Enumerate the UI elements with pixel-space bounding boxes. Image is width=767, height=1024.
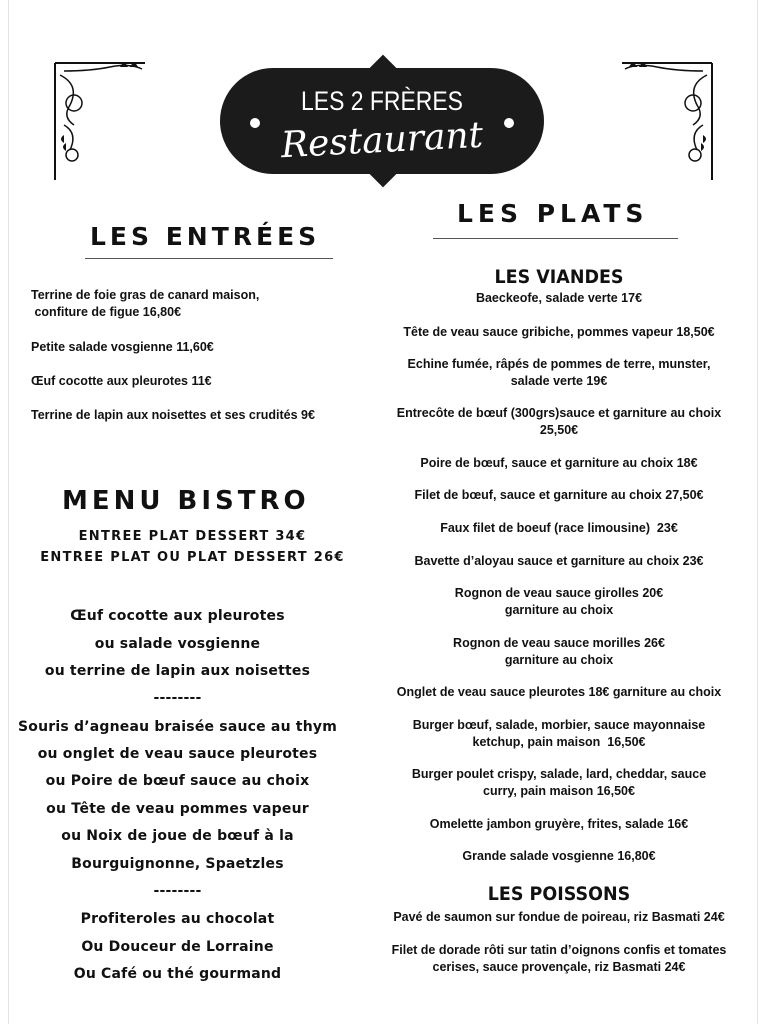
poisson-item: Filet de dorade rôti sur tatin d’oignons confis et tomates bbox=[391, 943, 727, 957]
bistro-line: Souris d’agneau braisée sauce au thym bbox=[18, 719, 337, 735]
viande-item: Filet de bœuf, sauce et garniture au choix 27,50€ bbox=[414, 488, 704, 502]
bistro-line: Profiteroles au chocolat bbox=[80, 911, 275, 927]
viande-item: Grande salade vosgienne 16,80€ bbox=[462, 849, 656, 863]
viande-item: garniture au choix bbox=[504, 603, 614, 617]
poisson-item: Pavé de saumon sur fondue de poireau, riz Basmati 24€ bbox=[393, 910, 725, 924]
viande-item: Echine fumée, râpés de pommes de terre, munster, bbox=[407, 357, 711, 371]
entree-item: Œuf cocotte aux pleurotes 11€ bbox=[31, 374, 212, 388]
bistro-title: MENU BISTRO bbox=[62, 486, 310, 516]
bistro-line: Ou Café ou thé gourmand bbox=[73, 966, 282, 982]
plats-rule bbox=[433, 238, 678, 239]
bistro-formula-2: ENTREE PLAT OU PLAT DESSERT 26€ bbox=[40, 550, 345, 565]
viande-item: Burger bœuf, salade, morbier, sauce mayonnaise bbox=[412, 718, 706, 732]
entree-item: Terrine de lapin aux noisettes et ses crudités 9€ bbox=[31, 408, 315, 422]
bistro-line: ou terrine de lapin aux noisettes bbox=[44, 663, 311, 679]
bistro-line: ou Tête de veau pommes vapeur bbox=[46, 801, 309, 817]
viande-item: Tête de veau sauce gribiche, pommes vapeur 18,50€ bbox=[403, 325, 715, 339]
poisson-item: cerises, sauce provençale, riz Basmati 24€ bbox=[432, 960, 686, 974]
viande-item: curry, pain maison 16,50€ bbox=[483, 784, 635, 798]
entrees-title: LES ENTRÉES bbox=[90, 222, 321, 251]
viande-item: Onglet de veau sauce pleurotes 18€ garniture au choix bbox=[396, 685, 722, 699]
viande-item: Omelette jambon gruyère, frites, salade 16€ bbox=[429, 817, 689, 831]
bistro-line: Ou Douceur de Lorraine bbox=[81, 939, 274, 955]
bistro-line: ou Noix de joue de bœuf à la bbox=[61, 828, 294, 844]
viande-item: Burger poulet crispy, salade, lard, cheddar, sauce bbox=[411, 767, 707, 781]
viande-item: Faux filet de boeuf (race limousine) 23€ bbox=[440, 521, 678, 535]
viande-item: Baeckeofe, salade verte 17€ bbox=[475, 291, 643, 305]
viande-item: Rognon de veau sauce morilles 26€ bbox=[453, 636, 665, 650]
restaurant-script: Restaurant bbox=[279, 114, 485, 167]
viande-item: Bavette d’aloyau sauce et garniture au choix 23€ bbox=[414, 554, 704, 568]
poissons-title: LES POISSONS bbox=[487, 883, 631, 905]
bistro-line: ou onglet de veau sauce pleurotes bbox=[37, 746, 318, 762]
bistro-separator: -------- bbox=[153, 883, 202, 899]
bistro-line: Œuf cocotte aux pleurotes bbox=[70, 608, 285, 624]
bistro-formula-1: ENTREE PLAT DESSERT 34€ bbox=[78, 529, 307, 544]
bistro-line: Bourguignonne, Spaetzles bbox=[71, 856, 284, 872]
bistro-line: ou Poire de bœuf sauce au choix bbox=[45, 773, 310, 789]
entree-item: Petite salade vosgienne 11,60€ bbox=[31, 340, 214, 354]
entrees-rule bbox=[85, 258, 333, 259]
restaurant-name: LES 2 FRÈRES bbox=[300, 86, 463, 116]
entree-item: Terrine de foie gras de canard maison, bbox=[31, 288, 260, 302]
viande-item: Rognon de veau sauce girolles 20€ bbox=[454, 586, 664, 600]
bistro-separator: -------- bbox=[153, 690, 202, 706]
ornament-right-icon bbox=[617, 55, 717, 185]
ornament-left-icon bbox=[50, 55, 150, 185]
viande-item: 25,50€ bbox=[539, 423, 579, 437]
viande-item: garniture au choix bbox=[504, 653, 614, 667]
bistro-line: ou salade vosgienne bbox=[94, 636, 261, 652]
viande-item: Poire de bœuf, sauce et garniture au choix 18€ bbox=[420, 456, 698, 470]
restaurant-logo-badge bbox=[220, 68, 544, 174]
viande-item: Entrecôte de bœuf (300grs)sauce et garniture au choix bbox=[396, 406, 722, 420]
viande-item: ketchup, pain maison 16,50€ bbox=[472, 735, 646, 749]
viandes-title: LES VIANDES bbox=[494, 266, 624, 288]
entree-item: confiture de figue 16,80€ bbox=[31, 305, 182, 319]
viande-item: salade verte 19€ bbox=[510, 374, 608, 388]
plats-title: LES PLATS bbox=[457, 199, 649, 228]
